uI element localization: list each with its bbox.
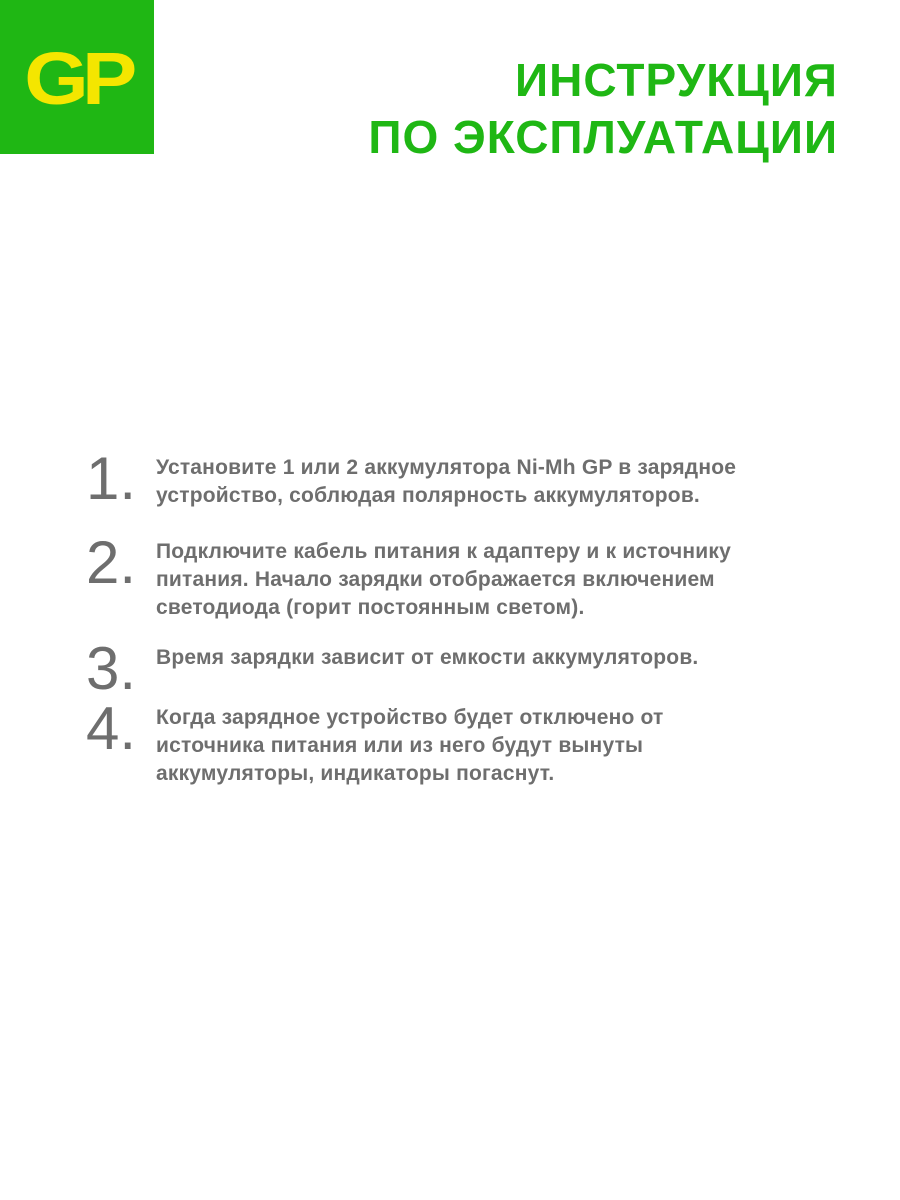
step-text: Установите 1 или 2 аккумулятора Ni-Mh GP в зарядное устройство, соблюдая полярность аккумуляторов. bbox=[156, 456, 737, 507]
gp-logo-text: GP bbox=[23, 37, 131, 120]
page-title bbox=[368, 52, 838, 166]
step-2 bbox=[86, 529, 846, 638]
instruction-steps bbox=[86, 445, 846, 798]
step-text: Подключите кабель питания к адаптеру и к источнику питания. Начало зарядки отображается включением светодиода (горит постоянным светом). bbox=[156, 540, 731, 619]
step-number: 1. bbox=[86, 445, 137, 512]
step-text: Когда зарядное устройство будет отключено от источника питания или из него будут вынуты аккумуляторы, индикаторы погаснут. bbox=[156, 706, 664, 785]
step-text: Время зарядки зависит от емкости аккумуляторов. bbox=[156, 646, 699, 669]
step-4 bbox=[86, 695, 846, 798]
step-3 bbox=[86, 635, 846, 702]
step-number: 4. bbox=[86, 695, 137, 762]
title-line-2: ПО ЭКСПЛУАТАЦИИ bbox=[368, 111, 838, 163]
step-number: 2. bbox=[86, 529, 137, 596]
step-1 bbox=[86, 445, 846, 532]
title-line-1: ИНСТРУКЦИЯ bbox=[515, 54, 838, 106]
gp-logo bbox=[0, 0, 154, 154]
step-number: 3. bbox=[86, 635, 137, 702]
